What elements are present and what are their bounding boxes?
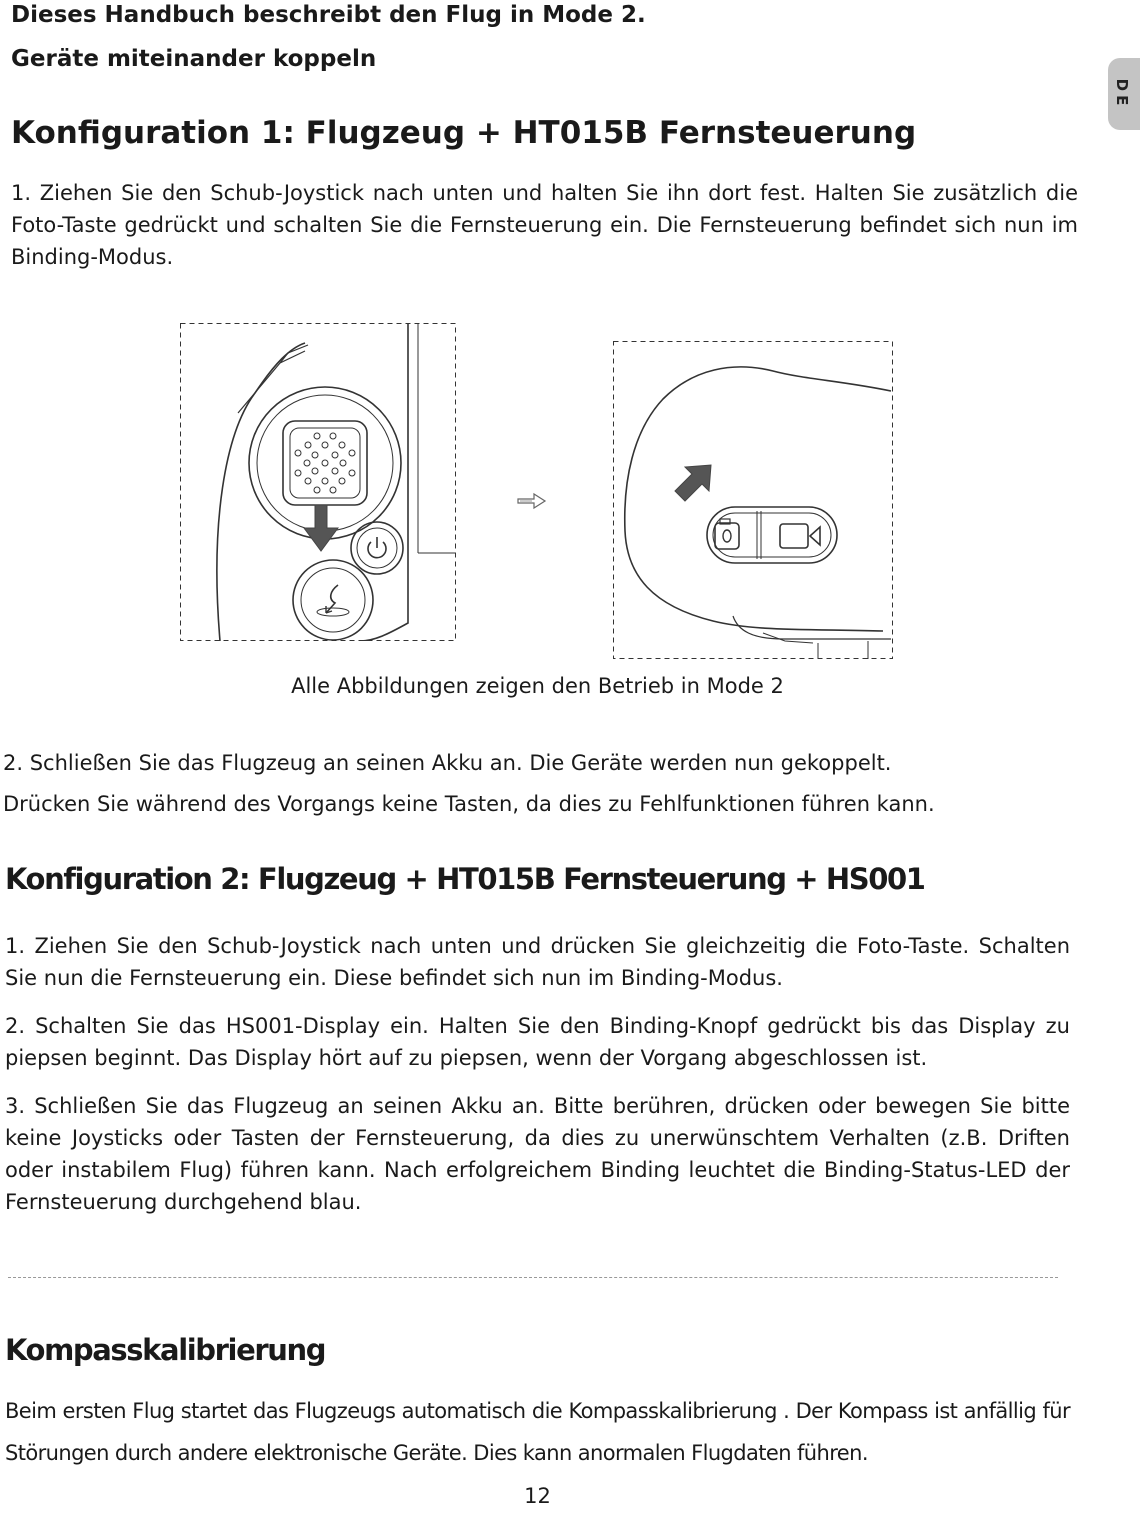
intro-text: Dieses Handbuch beschreibt den Flug in Mode 2. [11, 2, 646, 28]
page-number: 12 [524, 1484, 551, 1508]
section-divider [8, 1277, 1058, 1278]
controller-joystick-illustration [180, 323, 456, 641]
pairing-title: Geräte miteinander koppeln [11, 46, 377, 72]
language-tab [1108, 58, 1140, 130]
config2-step1: 1. Ziehen Sie den Schub-Joystick nach unten und drücken Sie gleichzeitig die Foto-Taste. Schalten Sie nun die Fernsteuerung ein. Diese befindet sich nun im Binding-Modus. [5, 934, 1070, 990]
config2-step2: 2. Schalten Sie das HS001-Display ein. Halten Sie den Binding-Knopf gedrückt bis das Display zu piepsen beginnt. Das Display hört auf zu piepsen, wenn der Vorgang abgeschlossen ist. [5, 1014, 1070, 1070]
figure-caption: Alle Abbildungen zeigen den Betrieb in Mode 2 [291, 674, 784, 698]
compass-title: Kompasskalibrierung [5, 1333, 326, 1367]
compass-body: Beim ersten Flug startet das Flugzeugs automatisch die Kompasskalibrierung . Der Kompass ist anfällig für Störungen durch andere elektronische Geräte. Dies kann anormalen Flugdaten führen. [5, 1399, 1070, 1465]
config1-note: Drücken Sie während des Vorgangs keine Tasten, da dies zu Fehlfunktionen führen kann. [3, 792, 935, 816]
config1-step2: 2. Schließen Sie das Flugzeug an seinen Akku an. Die Geräte werden nun gekoppelt. [3, 751, 892, 775]
language-tab-label: DE [1113, 78, 1131, 110]
config1-step1: 1. Ziehen Sie den Schub-Joystick nach unten und halten Sie ihn dort fest. Halten Sie zusätzlich die Foto-Taste gedrückt und schalten Sie die Fernsteuerung ein. Die Fernsteuerung befindet sich nun im Binding-Modus. [11, 181, 1078, 269]
arrow-right-icon [516, 490, 548, 512]
config1-title: Konfiguration 1: Flugzeug + HT015B Fernsteuerung [11, 115, 917, 151]
config2-title: Konfiguration 2: Flugzeug + HT015B Fernsteuerung + HS001 [5, 862, 925, 896]
controller-photo-button-illustration [613, 341, 893, 659]
config2-step3: 3. Schließen Sie das Flugzeug an seinen Akku an. Bitte berühren, drücken oder bewegen Sie bitte keine Joysticks oder Tasten der Fernsteuerung, da dies zu unerwünschtem Verhalten (z.B. Driften oder instabilem Flug) führen kann. Nach erfolgreichem Binding leuchtet die Binding-Status-LED der Fernsteuerung durchgehend blau. [5, 1094, 1070, 1214]
